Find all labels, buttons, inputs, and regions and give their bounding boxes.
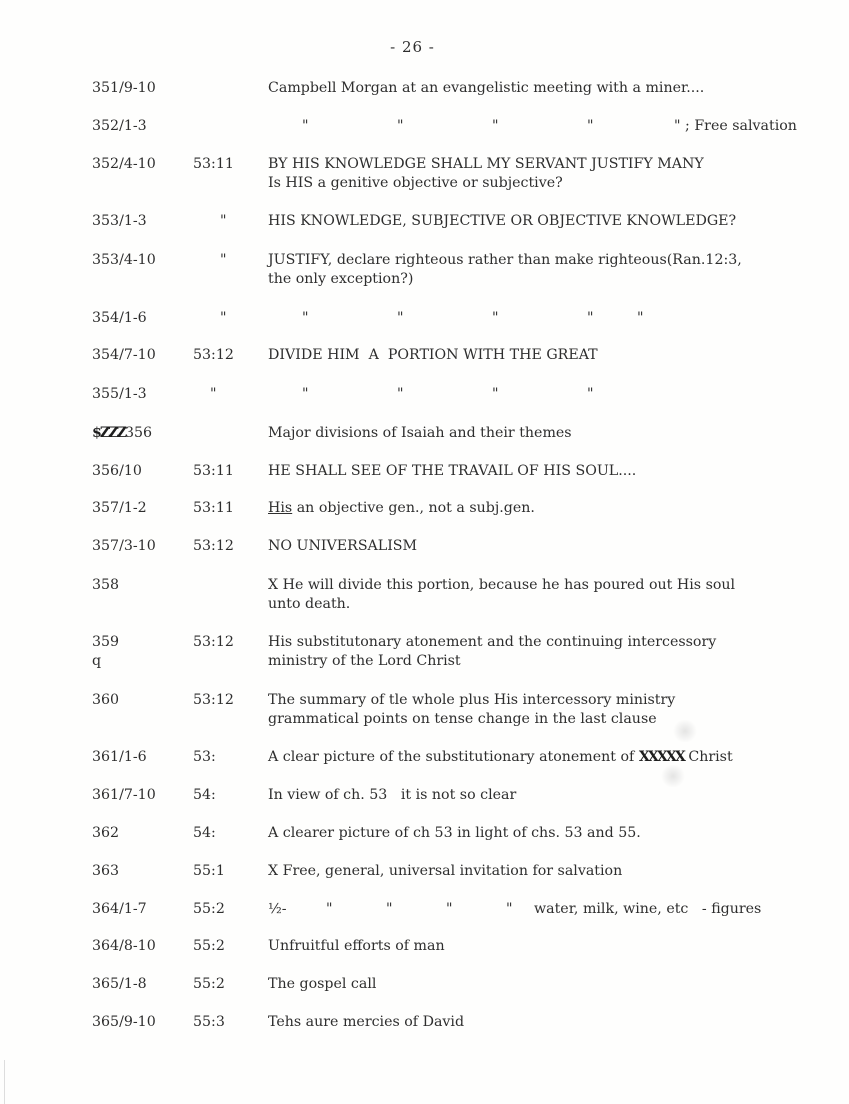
entry-ref: 355/1-3 (92, 386, 147, 402)
entry-ref: 361/1-6 (92, 749, 147, 765)
ditto-mark: " (302, 386, 309, 402)
entry-ref: 364/8-10 (92, 938, 156, 954)
entry-ref: 354/7-10 (92, 347, 156, 363)
entry-ref: 364/1-7 (92, 901, 147, 917)
entry-verse: 53:12 (193, 347, 234, 363)
entry-ref: 352/4-10 (92, 156, 156, 172)
entry-verse: 55:2 (193, 901, 225, 917)
entry-verse: 53:11 (193, 463, 234, 479)
entry-text (302, 309, 849, 328)
entry-text: JUSTIFY, declare righteous rather than make righteous(Ran.12:3, the only exception?) (268, 252, 742, 287)
ditto-mark: " (587, 118, 594, 134)
entry-verse: 53:12 (193, 634, 234, 650)
entry-ref: 365/9-10 (92, 1014, 156, 1030)
scan-smudge (660, 765, 686, 787)
ditto-mark: " (637, 310, 644, 326)
ditto-mark: " (492, 310, 499, 326)
ditto-mark: " (386, 901, 393, 917)
ditto-mark: " (302, 118, 309, 134)
entry-text: DIVIDE HIM A PORTION WITH THE GREAT (268, 347, 598, 363)
entry-text: HIS KNOWLEDGE, SUBJECTIVE OR OBJECTIVE KNOWLEDGE? (268, 213, 737, 229)
ditto-mark: " (302, 310, 309, 326)
entry-tail: water, milk, wine, etc - figures (534, 901, 762, 917)
entry-text: His substitutonary atonement and the continuing intercessory ministry of the Lord Christ (268, 634, 717, 669)
entry-ref: 365/1-8 (92, 976, 147, 992)
entry-verse: " (220, 213, 227, 229)
entry-verse: 55:2 (193, 976, 225, 992)
page-edge (4, 1060, 5, 1104)
ditto-mark: " (587, 310, 594, 326)
entry-verse: " (220, 252, 227, 268)
entry-ref: 351/9-10 (92, 80, 156, 96)
entry-ref: 362 (92, 825, 120, 841)
entry-text: The gospel call (268, 976, 377, 992)
entry-verse: " (220, 310, 227, 326)
entry-lead: ½- (268, 901, 287, 917)
entry-text: His an objective gen., not a subj.gen. (268, 500, 535, 516)
ditto-mark: " (506, 901, 513, 917)
entry-ref: $ZZZ356 (92, 425, 153, 441)
ditto-mark: " (446, 901, 453, 917)
struck-out-text: XXXXX (638, 749, 684, 765)
entry-verse: 53:12 (193, 538, 234, 554)
entry-verse: 55:3 (193, 1014, 225, 1030)
ditto-mark: " (492, 118, 499, 134)
entry-verse: 53:11 (193, 500, 234, 516)
entry-text: A clearer picture of ch 53 in light of chs. 53 and 55. (268, 825, 641, 841)
entry-text: BY HIS KNOWLEDGE SHALL MY SERVANT JUSTIFY MANY Is HIS a genitive objective or subjective? (268, 156, 704, 191)
entry-ref: 360 (92, 692, 120, 708)
entry-text: X Free, general, universal invitation for salvation (268, 863, 623, 879)
ditto-mark: " (397, 118, 404, 134)
entry-text (268, 900, 828, 919)
entry-verse: 53: (193, 749, 216, 765)
ditto-mark: " (397, 386, 404, 402)
entry-text: A clear picture of the substitutionary atonement of XXXXX Christ (268, 749, 733, 765)
entry-ref: 358 (92, 577, 120, 593)
entry-text (302, 385, 849, 404)
entry-ref: 357/3-10 (92, 538, 156, 554)
entry-verse: 54: (193, 825, 216, 841)
ditto-mark: " (587, 386, 594, 402)
entry-verse: 54: (193, 787, 216, 803)
entry-text: Tehs aure mercies of David (268, 1014, 465, 1030)
entry-text (302, 117, 849, 136)
entry-verse: 55:1 (193, 863, 225, 879)
entry-text: Unfruitful efforts of man (268, 938, 445, 954)
ditto-mark: " (397, 310, 404, 326)
entry-ref: 353/4-10 (92, 252, 156, 268)
struck-out-text: $ZZZ (92, 425, 125, 441)
entry-verse: " (210, 386, 217, 402)
entry-text: The summary of tle whole plus His intercessory ministry grammatical points on tense change in the last clause (268, 692, 676, 727)
scan-smudge (672, 720, 698, 742)
entry-ref-note: q (92, 653, 102, 669)
ditto-mark: " (492, 386, 499, 402)
entry-text: Campbell Morgan at an evangelistic meeting with a miner.... (268, 80, 705, 96)
entry-ref: 352/1-3 (92, 118, 147, 134)
entry-verse: 55:2 (193, 938, 225, 954)
entry-text: HE SHALL SEE OF THE TRAVAIL OF HIS SOUL.... (268, 463, 637, 479)
entry-ref: 361/7-10 (92, 787, 156, 803)
page-number: - 26 - (390, 38, 435, 56)
underlined-word: His (268, 500, 293, 516)
ditto-mark: " (326, 901, 333, 917)
entry-verse: 53:11 (193, 156, 234, 172)
entry-ref: 353/1-3 (92, 213, 147, 229)
entry-ref: 356/10 (92, 463, 142, 479)
entry-ref: 357/1-2 (92, 500, 147, 516)
entry-ref: 363 (92, 863, 120, 879)
entry-ref: 359 (92, 634, 120, 650)
entry-verse: 53:12 (193, 692, 234, 708)
entry-ref: 354/1-6 (92, 310, 147, 326)
entry-text: In view of ch. 53 it is not so clear (268, 787, 517, 803)
entry-text: X He will divide this portion, because he has poured out His soul unto death. (268, 577, 736, 612)
entry-text: NO UNIVERSALISM (268, 538, 418, 554)
entry-tail: " ; Free salvation (674, 118, 797, 134)
entry-text: Major divisions of Isaiah and their themes (268, 425, 572, 441)
